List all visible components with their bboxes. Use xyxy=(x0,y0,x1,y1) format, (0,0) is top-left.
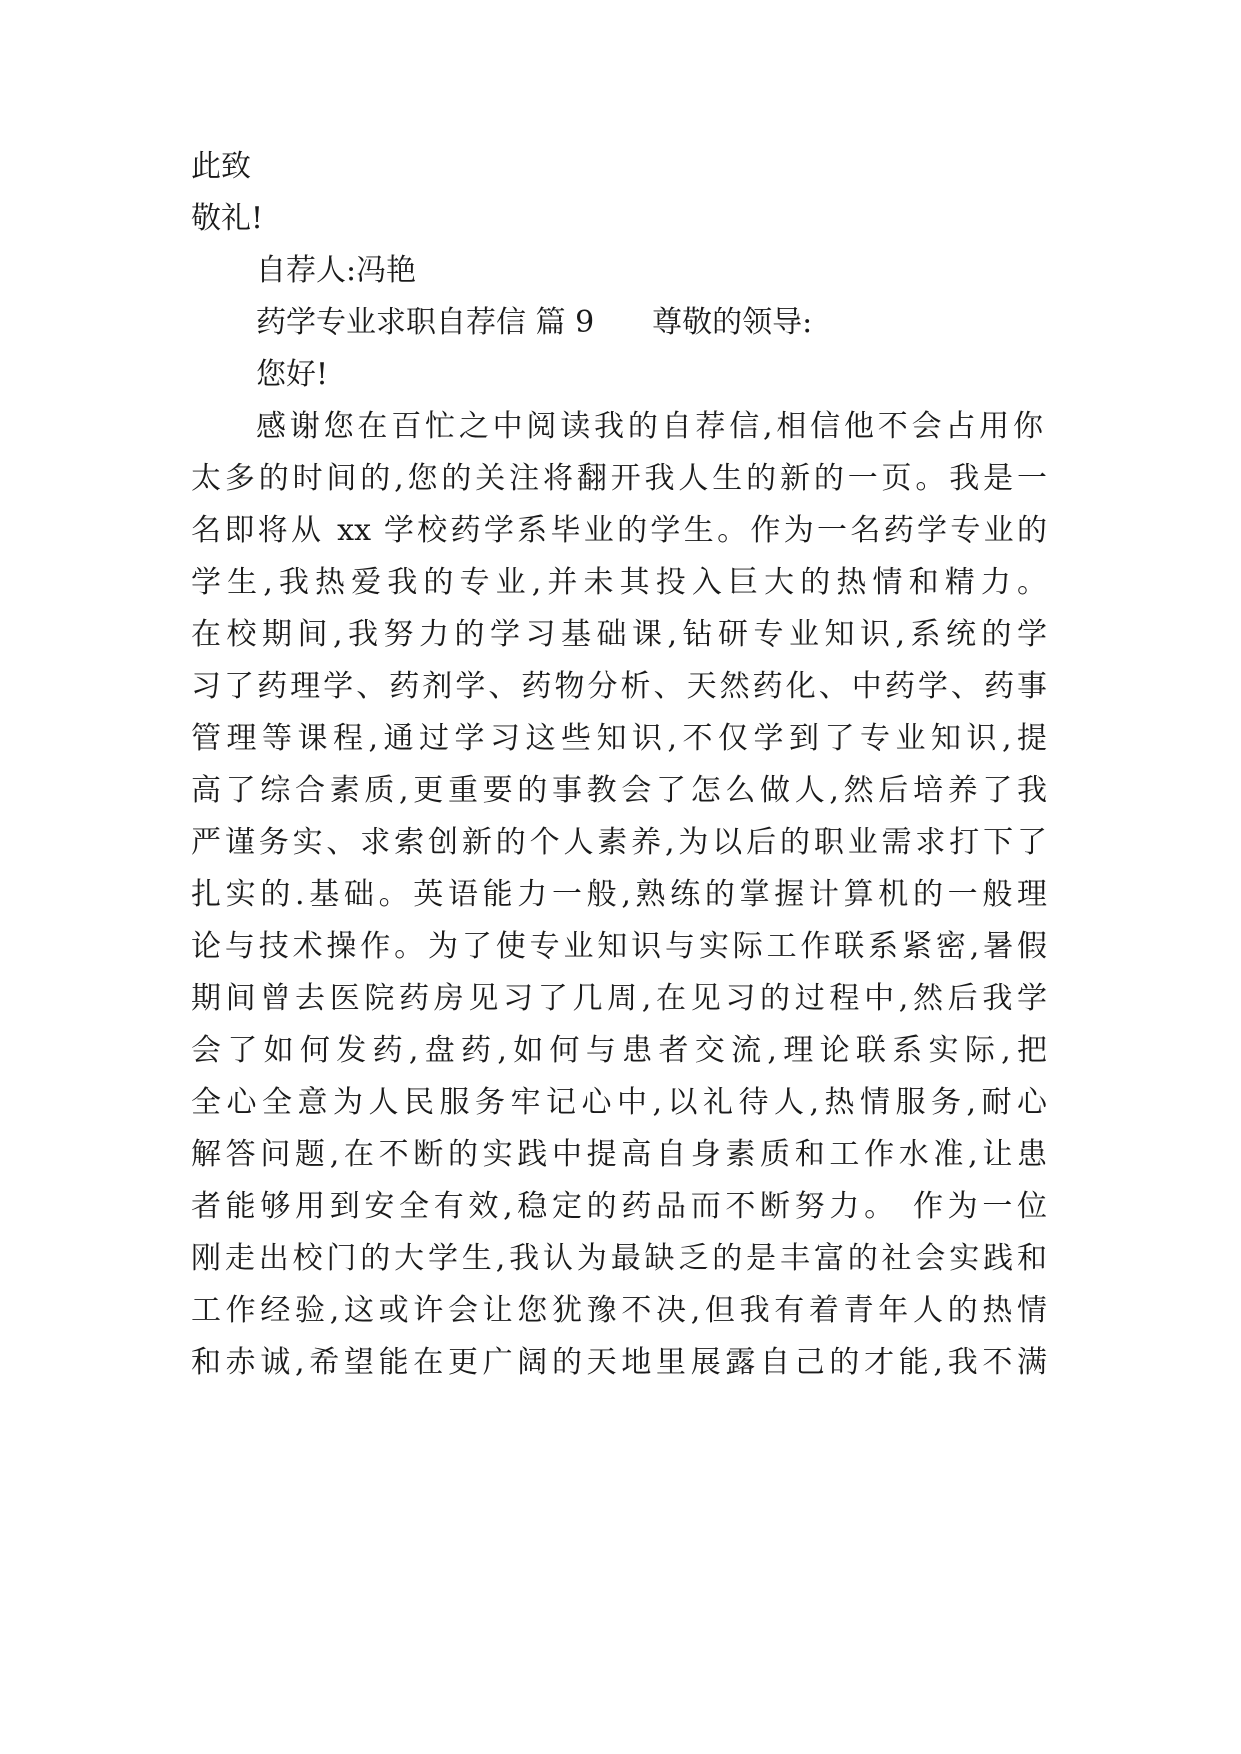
body-line: 解答问题,在不断的实践中提高自身素质和工作水准,让患 xyxy=(191,1137,1047,1172)
greeting: 您好! xyxy=(256,357,329,392)
body-line: 学生,我热爱我的专业,并未其投入巨大的热情和精力。 xyxy=(191,565,1047,600)
body-line: 会了如何发药,盘药,如何与患者交流,理论联系实际,把 xyxy=(191,1033,1047,1068)
body-line: 刚走出校门的大学生,我认为最缺乏的是丰富的社会实践和 xyxy=(191,1241,1047,1276)
body-line: 论与技术操作。为了使专业知识与实际工作联系紧密,暑假 xyxy=(191,929,1047,964)
closing-line-2: 敬礼! xyxy=(191,201,264,236)
body-line: 扎实的.基础。英语能力一般,熟练的掌握计算机的一般理 xyxy=(191,877,1047,912)
body-line: 和赤诚,希望能在更广阔的天地里展露自己的才能,我不满 xyxy=(191,1345,1047,1380)
closing-line-1: 此致 xyxy=(191,149,251,184)
body-line: 严谨务实、求索创新的个人素养,为以后的职业需求打下了 xyxy=(191,825,1047,860)
body-line: 期间曾去医院药房见习了几周,在见习的过程中,然后我学 xyxy=(191,981,1047,1016)
signature: 自荐人:冯艳 xyxy=(256,253,417,288)
body-line: 管理等课程,通过学习这些知识,不仅学到了专业知识,提 xyxy=(191,721,1047,756)
body-line: 者能够用到安全有效,稳定的药品而不断努力。 作为一位 xyxy=(191,1189,1047,1224)
body-line: 在校期间,我努力的学习基础课,钻研专业知识,系统的学 xyxy=(191,617,1047,652)
body-line: 感谢您在百忙之中阅读我的自荐信,相信他不会占用你 xyxy=(256,409,1043,444)
body-line: 名即将从 xx 学校药学系毕业的学生。作为一名药学专业的 xyxy=(191,513,1047,548)
body-line: 工作经验,这或许会让您犹豫不决,但我有着青年人的热情 xyxy=(191,1293,1047,1328)
salutation: 尊敬的领导: xyxy=(652,305,813,340)
body-line: 习了药理学、药剂学、药物分析、天然药化、中药学、药事 xyxy=(191,669,1047,704)
body-line: 高了综合素质,更重要的事教会了怎么做人,然后培养了我 xyxy=(191,773,1047,808)
section-heading xyxy=(256,304,812,342)
body-line: 太多的时间的,您的关注将翻开我人生的新的一页。我是一 xyxy=(191,461,1047,496)
section-title: 药学专业求职自荐信 篇 9 xyxy=(256,305,595,340)
body-line: 全心全意为人民服务牢记心中,以礼待人,热情服务,耐心 xyxy=(191,1085,1047,1120)
